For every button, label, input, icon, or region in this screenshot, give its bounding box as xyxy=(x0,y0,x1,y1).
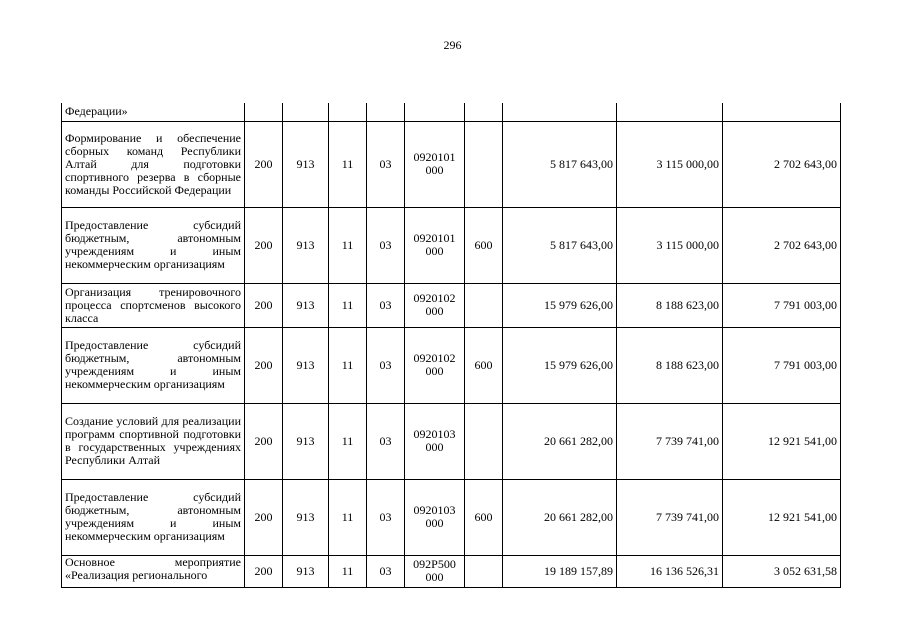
expense-type-cell xyxy=(465,555,503,587)
ministry-code-cell: 913 xyxy=(283,555,329,587)
amount-total-cell: 20 661 282,00 xyxy=(503,403,617,479)
target-code-cell: 0920103 000 xyxy=(405,479,465,555)
amount-third-cell: 2 702 643,00 xyxy=(723,207,841,283)
subsection-code-cell: 03 xyxy=(367,121,405,207)
section-code-cell: 11 xyxy=(329,327,367,403)
admin-code-cell: 200 xyxy=(245,121,283,207)
table-body xyxy=(62,103,841,587)
admin-code-cell: 200 xyxy=(245,479,283,555)
admin-code-cell xyxy=(245,103,283,121)
expense-type-cell xyxy=(465,103,503,121)
section-code-cell: 11 xyxy=(329,555,367,587)
ministry-code-cell: 913 xyxy=(283,283,329,327)
amount-second-cell: 8 188 623,00 xyxy=(617,283,723,327)
subsection-code-cell: 03 xyxy=(367,327,405,403)
target-code-cell: 0920101 000 xyxy=(405,207,465,283)
amount-total-cell: 5 817 643,00 xyxy=(503,121,617,207)
amount-total-cell: 5 817 643,00 xyxy=(503,207,617,283)
section-code-cell: 11 xyxy=(329,403,367,479)
budget-item-name: Федерации» xyxy=(62,103,245,121)
budget-item-name: Организация тренировочного процесса спортсменов высокого класса xyxy=(62,283,245,327)
admin-code-cell: 200 xyxy=(245,403,283,479)
table-row xyxy=(62,555,841,587)
table-row xyxy=(62,327,841,403)
subsection-code-cell xyxy=(367,103,405,121)
section-code-cell: 11 xyxy=(329,207,367,283)
budget-item-name: Предоставление субсидий бюджетным, автономным учреждениям и иным некоммерческим организациям xyxy=(62,207,245,283)
ministry-code-cell: 913 xyxy=(283,207,329,283)
ministry-code-cell: 913 xyxy=(283,479,329,555)
budget-item-name: Формирование и обеспечение сборных команд Республики Алтай для подготовки спортивного резерва в сборные команды Российской Федерации xyxy=(62,121,245,207)
admin-code-cell: 200 xyxy=(245,327,283,403)
amount-total-cell xyxy=(503,103,617,121)
section-code-cell: 11 xyxy=(329,479,367,555)
ministry-code-cell xyxy=(283,103,329,121)
amount-third-cell: 12 921 541,00 xyxy=(723,403,841,479)
subsection-code-cell: 03 xyxy=(367,283,405,327)
table-row xyxy=(62,479,841,555)
budget-item-name: Основное мероприятие «Реализация регионального xyxy=(62,555,245,587)
expense-type-cell xyxy=(465,403,503,479)
table-row xyxy=(62,283,841,327)
amount-second-cell xyxy=(617,103,723,121)
expense-type-cell xyxy=(465,121,503,207)
target-code-cell xyxy=(405,103,465,121)
amount-total-cell: 15 979 626,00 xyxy=(503,283,617,327)
expense-type-cell: 600 xyxy=(465,207,503,283)
expense-type-cell xyxy=(465,283,503,327)
target-code-cell: 0920102 000 xyxy=(405,283,465,327)
budget-item-name: Создание условий для реализации программ спортивной подготовки в государственных учреждениях Республики Алтай xyxy=(62,403,245,479)
table-row xyxy=(62,207,841,283)
expense-type-cell: 600 xyxy=(465,479,503,555)
amount-third-cell: 12 921 541,00 xyxy=(723,479,841,555)
expense-type-cell: 600 xyxy=(465,327,503,403)
amount-second-cell: 7 739 741,00 xyxy=(617,403,723,479)
amount-second-cell: 16 136 526,31 xyxy=(617,555,723,587)
section-code-cell: 11 xyxy=(329,121,367,207)
subsection-code-cell: 03 xyxy=(367,403,405,479)
table-row xyxy=(62,121,841,207)
section-code-cell xyxy=(329,103,367,121)
ministry-code-cell: 913 xyxy=(283,121,329,207)
target-code-cell: 0920103 000 xyxy=(405,403,465,479)
admin-code-cell: 200 xyxy=(245,283,283,327)
subsection-code-cell: 03 xyxy=(367,555,405,587)
target-code-cell: 0920102 000 xyxy=(405,327,465,403)
amount-third-cell xyxy=(723,103,841,121)
target-code-cell: 0920101 000 xyxy=(405,121,465,207)
subsection-code-cell: 03 xyxy=(367,207,405,283)
table-row xyxy=(62,403,841,479)
table-row xyxy=(62,103,841,121)
ministry-code-cell: 913 xyxy=(283,403,329,479)
page-number: 296 xyxy=(443,38,462,52)
budget-table xyxy=(61,103,841,588)
amount-total-cell: 20 661 282,00 xyxy=(503,479,617,555)
ministry-code-cell: 913 xyxy=(283,327,329,403)
admin-code-cell: 200 xyxy=(245,555,283,587)
amount-third-cell: 7 791 003,00 xyxy=(723,283,841,327)
budget-item-name: Предоставление субсидий бюджетным, автономным учреждениям и иным некоммерческим организациям xyxy=(62,479,245,555)
amount-total-cell: 19 189 157,89 xyxy=(503,555,617,587)
target-code-cell: 092P500 000 xyxy=(405,555,465,587)
amount-third-cell: 3 052 631,58 xyxy=(723,555,841,587)
budget-item-name: Предоставление субсидий бюджетным, автономным учреждениям и иным некоммерческим организациям xyxy=(62,327,245,403)
amount-total-cell: 15 979 626,00 xyxy=(503,327,617,403)
section-code-cell: 11 xyxy=(329,283,367,327)
amount-third-cell: 2 702 643,00 xyxy=(723,121,841,207)
amount-second-cell: 3 115 000,00 xyxy=(617,207,723,283)
amount-second-cell: 3 115 000,00 xyxy=(617,121,723,207)
admin-code-cell: 200 xyxy=(245,207,283,283)
amount-second-cell: 7 739 741,00 xyxy=(617,479,723,555)
amount-second-cell: 8 188 623,00 xyxy=(617,327,723,403)
amount-third-cell: 7 791 003,00 xyxy=(723,327,841,403)
subsection-code-cell: 03 xyxy=(367,479,405,555)
